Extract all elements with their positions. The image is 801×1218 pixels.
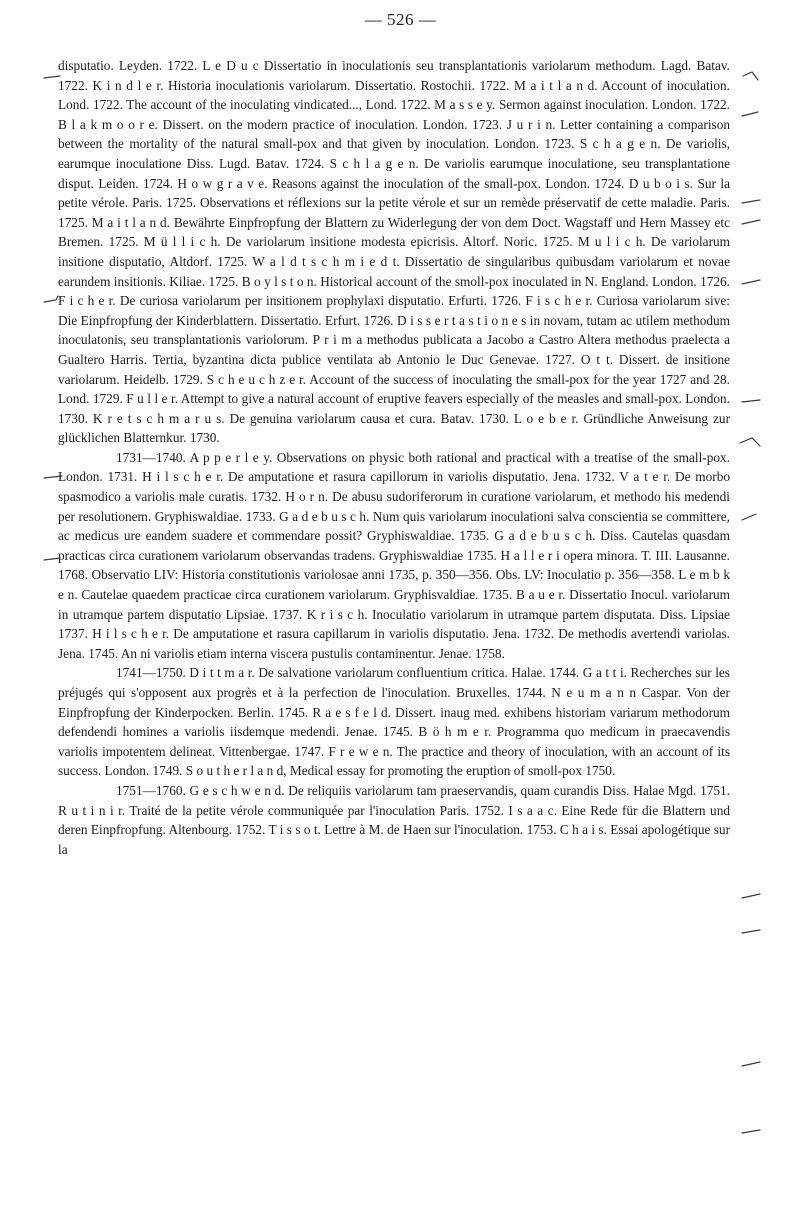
paragraph-1741-1750: 1741—1750. D i t t m a r. De salvatione variolarum confluentium critica. Halae. 1744. G a t t i. Recherches sur les préjugés qui s'opposent aux progrès et à la perfection de l'inoculation. Bruxelles. 1744. N e u m a n n Caspar. Von der Einpfropfung der Kinderpocken. Berlin. 1745. R a e s f e l d. Dissert. inaug med. exhibens historiam variarum methodorum defendendi homines a variolis iisdemque medendi. Jenae. 1745. B ö h m e r. Programma quo medicum in praecavendis variolis impotentem delineat. Vittenbergae. 1747. F r e w e n. The practice and theory of inoculation, with an account of its success. London. 1749. S o u t h e r l a n d, Medical essay for promoting the eruption of smoll-pox 1750.: [58, 665, 730, 779]
paragraph-1751-1760: 1751—1760. G e s c h w e n d. De reliquiis variolarum tam praeservandis, quam curandis Diss. Halae Mgd. 1751. R u t i n i r. Traité de la petite vérole communiquée par l'inoculation Paris. 1752. I s a a c. Eine Rede für die Blattern und deren Einpfropfung. Altenbourg. 1752. T i s s o t. Lettre à M. de Haen sur l'inoculation. 1753. C h a i s. Essai apologétique sur la: [58, 782, 730, 857]
paragraph-1731-1740: 1731—1740. A p p e r l e y. Observations on physic both rational and practical with a treatise of the small-pox. London. 1731. H i l s c h e r. De amputatione et rasura capillorum in variolis disputatio. Jena. 1732. V a t e r. De morbo spasmodico a variolis male curatis. 1732. H o r n. De abusu sudoriferorum in curatione variolarum, et methodo his medendi per resolutionem. Gryphiswaldiae. 1733. G a d e b u s c h. Num quis variolarum inoculationi salva conscientia se committere, ac medicus ure eandem suadere et commendare possit? Gryphiswaldiae. 1735. G a d e b u s c h. Diss. Cautelas quasdam practicas circa curationem variolarum observandas tradens. Gryphiswaldiae 1735. H a l l e r i opera minora. T. III. Lausanne. 1768. Observatio LIV: Historia constitutionis variolosae anni 1735, p. 350—356. Obs. LV: Inoculatio p. 356—358. L e m b k e n. Cautelae quaedem practicae circa curationem variolarum. Gryphisvaldiae. 1735. B a u e r. Dissertatio Inocul. variolarum in utramque partem disputatio Lipsiae. 1737. K r i s c h. Inoculatio variolarum in utramque partem disputata. Diss. Lipsiae 1737. H i l s c h e r. De amputatione et rasura capillarum in variolis disputatio. Jena. 1732. De methodis avertendi variolas. Jena. 1745. An ni variolis etiam interna viscera pustulis contaminentur. Jenae. 1758.: [58, 449, 730, 661]
paragraph-1700s-entries: disputatio. Leyden. 1722. L e D u c Dissertatio in inoculationis seu transplantationis variolarum methodum. Lagd. Batav. 1722. K i n d l e r. Historia inoculationis variolarum. Dissertatio. Rostochii. 1722. M a i t l a n d. Account of inoculation. Lond. 1722. The account of the inoculating vindicated..., Lond. 1722. M a s s e y. Sermon against inoculation. London. 1722. B l a k m o o r e. Dissert. on the modern practice of inoculation. London. 1723. J u r i n. Letter containing a comparison between the mortality of the natural small-pox and that given by inoculation. London. 1723. S c h a g e n. De variolis, earumque inoculatione Diss. Lugd. Batav. 1724. S c h l a g e n. De variolis earumque inoculatione, seu transplantatione disput. Leiden. 1724. H o w g r a v e. Reasons against the inoculation of the small-pox. London. 1724. D u b o i s. Sur la petite vérole. Paris. 1725. Observations et réflexions sur la petite vérole et sur un remède préservatif de cette maladie. Paris. 1725. M a i t l a n d. Bewährte Einpfropfung der Blattern zu Widerlegung der von dem Doct. Wagstaff und Hern Massey etc Bremen. 1725. M ü l l i c h. De variolarum insitione modesta epicrisis. Altorf. Noric. 1725. M u l i c h. De variolarum insitione disputatio, Altdorf. 1725. W a l d t s c h m i e d t. Dissertatio de singularibus quibusdam variolarum et novae earundem insitionis. Kiliae. 1725. B o y l s t o n. Historical account of the smoll-pox inoculated in N. England. London. 1726. F i c h e r. De curiosa variolarum per insitionem prophylaxi disputatio. Erfurti. 1726. F i s c h e r. Curiosa variolarum sive: Die Einpfropfung der Kinderblattern. Dissertatio. Erfurt. 1726. D i s s e r t a s t i o n e s in novam, tutam ac utilem methodum inoculatonis, seu transplantationis variolorum. P r i m a methodus publicata a Jacobo a Castro Altera methodus praelecta a Gualtero Harris. Tertia, byzantina dicta publice ventilata ab Antonio le Duc Genevae. 1727. O t t. Dissert. de insitione variolarum. Heidelb. 1729. S c h e u c h z e r. Account of the success of inoculating the small-pox for the year 1727 and 28. Lond. 1729. F u l l e r. Attempt to give a natural account of eruptive feavers especially of the measles and small-pox. London. 1730. K r e t s c h m a r u s. De genuina variolarum causa et cura. Batav. 1730. L o e b e r. Gründliche Anweisung zur glücklichen Blatternkur. 1730.: [58, 58, 730, 446]
bibliography-text: [58, 56, 730, 859]
page-number: — 526 —: [364, 10, 437, 29]
